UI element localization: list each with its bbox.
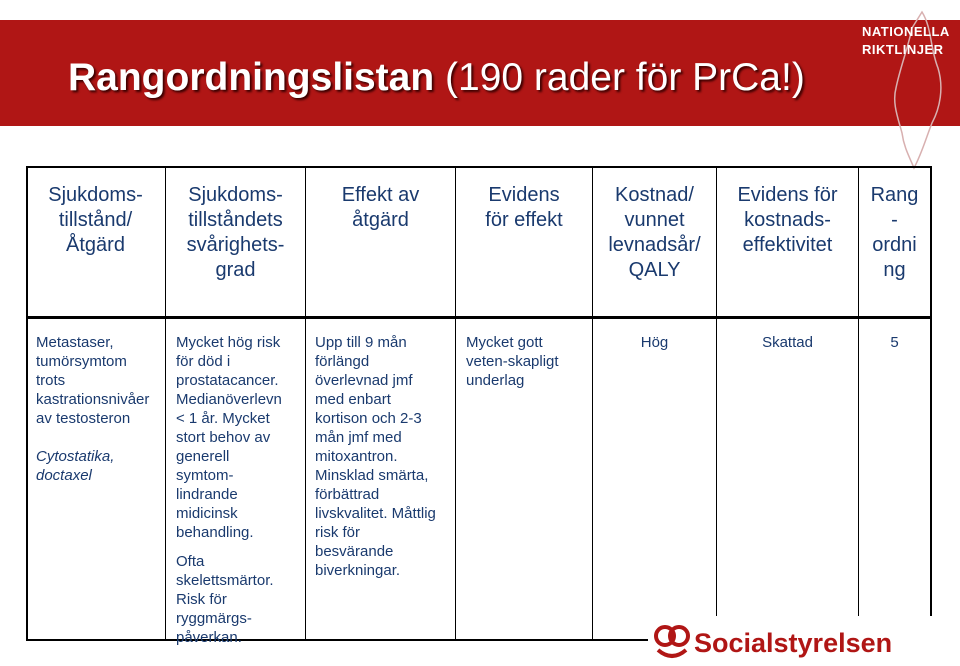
cell-cost: Hög: [640, 334, 669, 351]
cell-condition: [36, 333, 164, 485]
severity-text: Mycket hög risk för död i prostatacancer. Medianöverlevn < 1 år. Mycket stort behov av generell symtom- lindrande midicinsk behandling.: [176, 334, 282, 541]
title-main: Rangordningslistan: [68, 56, 435, 99]
footer-logo-text: Socialstyrelsen: [694, 628, 893, 658]
column-divider: [305, 168, 306, 639]
header-divider: [26, 316, 932, 319]
header-evidence: Evidens för effekt: [485, 184, 563, 231]
cell-rank: 5: [890, 334, 899, 351]
cell-severity: [176, 333, 304, 647]
slide-title: [68, 56, 805, 100]
logo-line2: RIKTLINJER: [862, 42, 944, 57]
column-divider: [455, 168, 456, 639]
header-cost: Kostnad/ vunnet levnadsår/ QALY: [608, 184, 701, 281]
severity-text-2: Ofta skelettsmärtor. Risk för ryggmärgs- påverkan.: [176, 553, 274, 646]
header-cost-evidence: Evidens för kostnads- effektivitet: [737, 184, 838, 256]
cell-cost-evidence: Skattad: [762, 334, 813, 351]
header-effect: Effekt av åtgärd: [341, 184, 420, 231]
logo-line1: NATIONELLA: [862, 24, 950, 39]
socialstyrelsen-emblem-icon: [652, 622, 692, 662]
condition-text: Metastaser, tumörsymtom trots kastrationsnivåer av testosteron: [36, 334, 150, 427]
socialstyrelsen-logo: [648, 616, 960, 666]
intervention-text: Cytostatika, doctaxel: [36, 448, 115, 484]
header-severity: Sjukdoms- tillståndets svårighets- grad: [186, 184, 285, 281]
cell-evidence: Mycket gott veten-skapligt underlag: [466, 334, 559, 389]
header-condition: Sjukdoms- tillstånd/ Åtgärd: [48, 184, 143, 256]
header-rank: Rang - ordni ng: [870, 184, 919, 281]
nationella-riktlinjer-logo: [852, 8, 960, 173]
title-sub: (190 rader för PrCa!): [434, 56, 805, 99]
cell-effect: Upp till 9 mån förlängd överlevnad jmf med enbart kortison och 2-3 mån jmf med mitoxantron. Minsklad smärta, förbättrad livskvalitet. Måttlig risk för besvärande biverkningar.: [315, 334, 436, 579]
